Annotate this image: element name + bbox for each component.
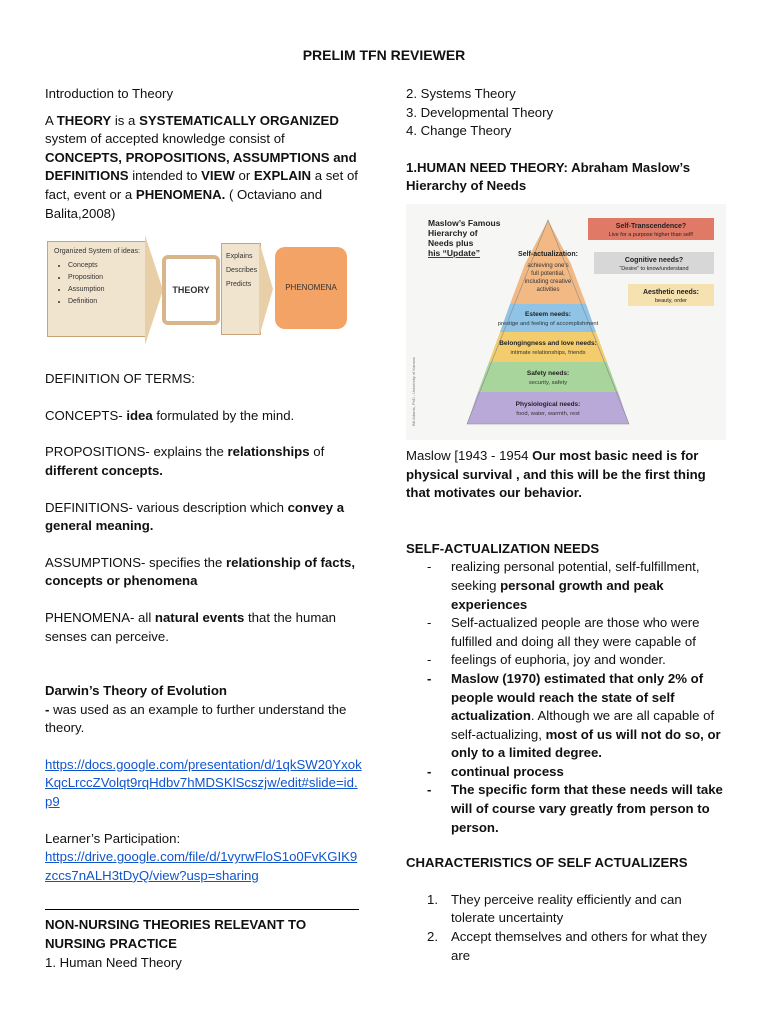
text: or — [234, 168, 254, 184]
term-concepts — [45, 407, 363, 426]
level-title: Physiological needs: — [515, 400, 581, 408]
theory-list-item: 3. Developmental Theory — [406, 104, 554, 120]
maslow-paragraph — [406, 447, 726, 503]
explains-box — [221, 243, 261, 335]
text: The specific form that these needs will take will of course vary greatly from person to person. — [451, 782, 723, 835]
diagram-item: Predicts — [226, 281, 252, 289]
text: PHENOMENA. — [135, 186, 226, 202]
theory-diagram — [47, 235, 347, 347]
pyramid-level — [489, 332, 607, 362]
theory-box: THEORY — [162, 255, 220, 325]
term-definitions — [45, 499, 363, 536]
pyramid-level — [467, 392, 629, 424]
text: NON-NURSING THEORIES RELEVANT TO NURSING PRACTICE — [45, 917, 307, 952]
theory-list-item: 1. Human Need Theory — [45, 954, 182, 970]
list-item — [406, 781, 726, 837]
level-desc: prestige and feeling of accomplishment — [497, 320, 599, 327]
hnt-heading — [406, 159, 726, 196]
level-desc: food, water, warmth, rest — [516, 410, 580, 417]
text: different concepts. — [45, 462, 163, 478]
text: THEORY — [56, 112, 112, 128]
darwin-text — [45, 701, 363, 738]
drive-link[interactable]: https://drive.google.com/file/d/1vyrwFloS1o0FvKGIK9zccs7nALH3tDyQ/view?usp=sharing — [45, 849, 358, 883]
text: system of accepted knowledge consist of — [45, 131, 285, 147]
theory-list-item: 4. Change Theory — [406, 123, 512, 139]
pyramid-level — [500, 304, 596, 332]
page-title: PRELIM TFN REVIEWER — [302, 47, 466, 63]
text: Self-actualized people are those who were fulfilled and doing all they were capable of — [451, 615, 700, 649]
text: PROPOSITIONS- explains the — [45, 444, 228, 460]
diagram-item: • Assumption — [68, 284, 146, 296]
text: natural events — [154, 609, 245, 625]
text: ASSUMPTIONS- specifies the — [45, 554, 227, 570]
bullet: - — [427, 782, 432, 798]
diagram-item: • Concepts — [68, 260, 146, 272]
arrow-shape — [145, 235, 163, 345]
maslow-caption: his “Update” — [428, 247, 480, 258]
list-item — [406, 614, 726, 651]
level-title: Esteem needs: — [525, 310, 571, 318]
level-title: Belongingness and love needs: — [499, 339, 597, 347]
organized-system-box — [47, 241, 147, 337]
list-number: 2. — [427, 929, 438, 945]
sa-heading — [406, 540, 726, 559]
intro-heading: Introduction to Theory — [45, 86, 174, 101]
left-column — [45, 85, 363, 972]
list-item — [406, 558, 726, 614]
bullet: - — [427, 670, 432, 686]
text: EXPLAIN — [253, 168, 312, 184]
right-column — [406, 85, 726, 965]
text: Maslow (1970) estimated that only 2% of people would reach the state of self actualization — [451, 670, 704, 724]
level-desc: achieving one’s — [527, 262, 569, 269]
level-title: Safety needs: — [526, 369, 570, 377]
text: ( Octaviano and Balita,2008) — [45, 186, 323, 221]
text: relationship of facts, concepts or phenomena — [45, 554, 355, 589]
list-item — [406, 763, 726, 782]
term-assumptions — [45, 554, 363, 591]
list-item — [406, 670, 726, 763]
side-title: Cognitive needs? — [624, 256, 684, 264]
text: 1.HUMAN NEED THEORY: Abraham Maslow’s Hierarchy of Needs — [406, 159, 691, 194]
text: intended to — [128, 168, 202, 184]
side-title: Self-Transcendence? — [615, 222, 687, 230]
level-desc: full potential, — [531, 270, 565, 277]
text: VIEW — [201, 168, 235, 184]
text: SYSTEMATICALLY ORGANIZED — [139, 112, 339, 128]
terms-heading: DEFINITION OF TERMS: — [45, 371, 195, 387]
bullet: - — [427, 559, 432, 575]
text: personal growth and peak experiences — [451, 577, 664, 612]
text: PHENOMENA- all — [45, 609, 155, 625]
char-list — [406, 891, 726, 965]
text: SELF-ACTUALIZATION NEEDS — [406, 540, 600, 556]
text: a set of fact, event or a — [45, 168, 358, 202]
side-desc: Live for a purpose higher than self! — [608, 231, 694, 238]
sa-list — [406, 558, 726, 837]
list-number: 1. — [427, 891, 438, 907]
text: CONCEPTS- — [45, 407, 127, 423]
bullet: - — [427, 615, 432, 631]
text: that the human senses can perceive. — [45, 609, 336, 644]
text: . Although we are all capable of self-actualizing, — [451, 708, 715, 742]
theory-definition — [45, 112, 363, 224]
text: Accept themselves and others for what they are — [451, 929, 707, 963]
side-desc: “Desire” to know/understand — [619, 265, 689, 272]
theory-list-item: 2. Systems Theory — [406, 86, 516, 101]
list-item — [406, 651, 726, 670]
diagram-item: • Proposition — [68, 272, 146, 284]
text: - — [45, 701, 50, 717]
char-heading — [406, 854, 726, 873]
maslow-caption: Needs plus — [428, 237, 474, 248]
maslow-caption: Hierarchy of — [428, 227, 478, 238]
learner-label: Learner’s Participation: — [45, 830, 181, 846]
text: A — [45, 112, 57, 128]
diagram-label: Organized System of ideas: — [54, 248, 140, 256]
term-propositions — [45, 443, 363, 480]
diagram-item: • Definition — [68, 296, 146, 308]
level-desc: activities — [536, 286, 560, 293]
text: was used as an example to further understand the theory. — [45, 701, 347, 736]
level-desc: security, safety — [528, 379, 568, 386]
text: formulated by the mind. — [152, 407, 295, 423]
bullet: - — [427, 763, 432, 779]
maslow-hierarchy-image — [406, 204, 726, 440]
bullet: - — [427, 652, 432, 668]
text: Our most basic need is for physical survival , and this will be the first thing that motivates our behavior. — [406, 447, 706, 501]
text: CHARACTERISTICS OF SELF ACTUALIZERS — [406, 855, 688, 871]
text: convey a general meaning. — [45, 499, 345, 534]
maslow-caption: Maslow’s Famous — [428, 217, 501, 228]
text: continual process — [451, 763, 564, 779]
pyramid-level — [478, 362, 618, 392]
side-title: Aesthetic needs: — [642, 288, 700, 296]
text: is a — [111, 112, 140, 128]
diagram-item: Explains — [226, 253, 253, 261]
presentation-link[interactable]: https://docs.google.com/presentation/d/1qkSW20YxokKqcLrccZVolqt9rqHdbv7hMDSKlScszjw/edit#slide=id.p9 — [45, 756, 362, 810]
divider — [45, 909, 359, 910]
text: They perceive reality efficiently and can tolerate uncertainty — [451, 891, 682, 926]
list-item — [406, 928, 726, 965]
text: realizing personal potential, self-fulfillment, seeking — [451, 559, 700, 593]
darwin-heading — [45, 682, 363, 701]
text: Maslow [1943 - 1954 — [406, 447, 533, 463]
non-nursing-heading — [45, 916, 363, 953]
term-phenomena — [45, 609, 363, 646]
text: of — [309, 444, 325, 460]
list-item — [406, 891, 726, 928]
side-desc: beauty, order — [654, 297, 688, 304]
text: Darwin’s Theory of Evolution — [45, 683, 227, 699]
level-title: Self-actualization: — [518, 250, 578, 258]
arrow-shape — [259, 241, 273, 337]
text: relationships — [227, 444, 310, 460]
text: idea — [126, 407, 153, 423]
image-credit: Bill Adams, PhD - University of Kansas — [411, 357, 416, 426]
text: CONCEPTS, PROPOSITIONS, ASSUMPTIONS and DEFINITIONS — [45, 149, 357, 184]
phenomena-box: PHENOMENA — [275, 247, 347, 329]
text: DEFINITIONS- various description which — [45, 499, 288, 515]
text: most of us will not do so, or only to a limited degree. — [451, 726, 721, 761]
level-desc: including creative — [524, 278, 572, 285]
level-desc: intimate relationships, friends — [510, 349, 586, 356]
text: feelings of euphoria, joy and wonder. — [451, 652, 666, 668]
diagram-item: Describes — [226, 267, 258, 275]
